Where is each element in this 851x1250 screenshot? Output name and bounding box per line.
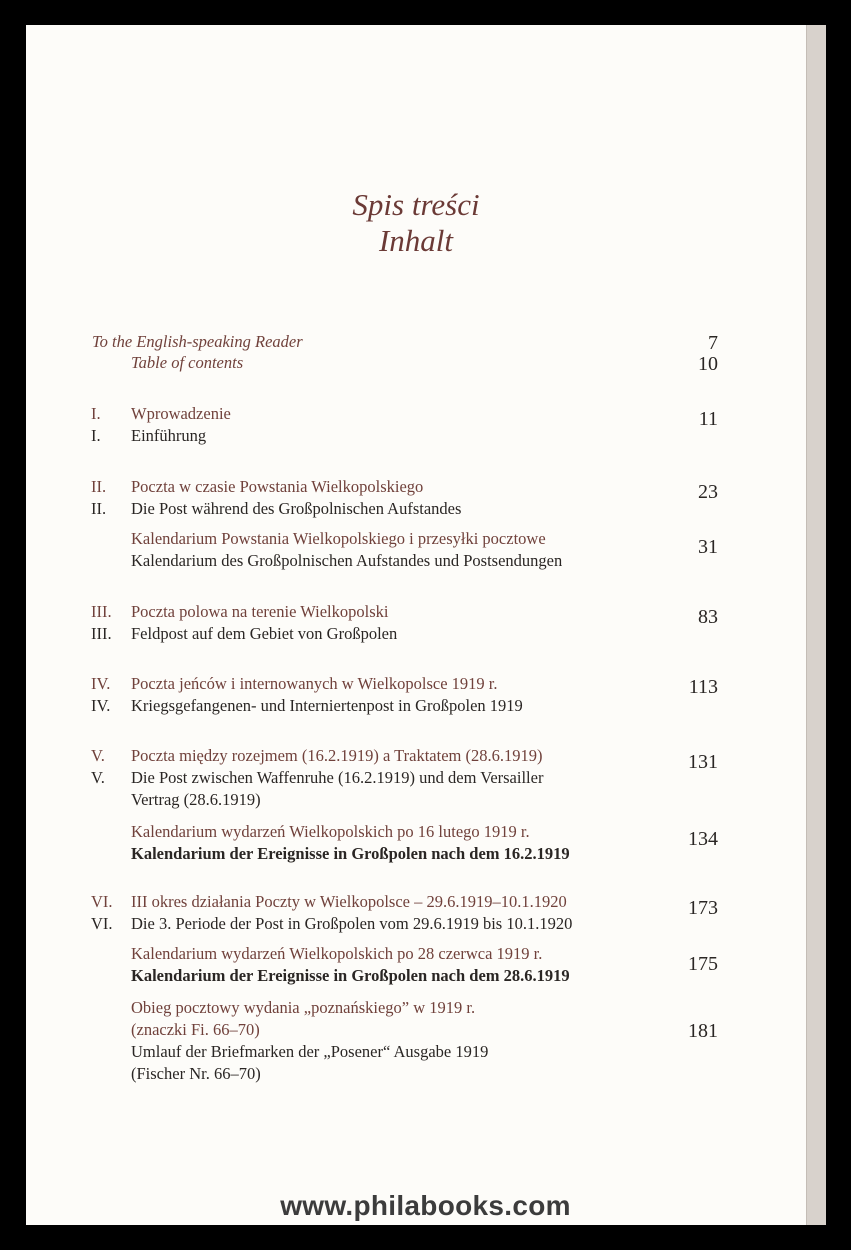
entry-text: Vertrag (28.6.1919) — [131, 790, 261, 809]
entry-text: Table of contents — [131, 353, 244, 372]
entry-text: Die Post zwischen Waffenruhe (16.2.1919) und dem Versailler — [131, 768, 544, 787]
page-number: 134 — [688, 828, 718, 850]
page-number: 7 — [708, 332, 718, 354]
entry-text: Obieg pocztowy wydania „poznańskiego” w 1919 r. — [131, 998, 476, 1017]
chapter-numeral: V. — [91, 746, 105, 765]
entry-text: Poczta między rozejmem (16.2.1919) a Traktatem (28.6.1919) — [131, 746, 543, 765]
book-page — [26, 25, 806, 1225]
entry-text: To the English-speaking Reader — [92, 332, 303, 351]
entry-text: Kalendarium wydarzeń Wielkopolskich po 16 lutego 1919 r. — [131, 822, 530, 841]
page-number: 31 — [698, 536, 718, 558]
chapter-numeral: I. — [91, 426, 101, 445]
entry-text: (Fischer Nr. 66–70) — [131, 1064, 261, 1083]
page-number: 23 — [698, 481, 718, 503]
chapter-numeral: IV. — [91, 696, 111, 715]
entry-text: Die Post während des Großpolnischen Aufstandes — [131, 499, 462, 518]
page-number: 113 — [688, 676, 718, 698]
title-polish: Spis treści — [352, 187, 480, 222]
chapter-numeral: VI. — [91, 892, 113, 911]
page-number: 175 — [688, 953, 718, 975]
entry-text: Kalendarium der Ereignisse in Großpolen nach dem 28.6.1919 — [131, 966, 570, 985]
chapter-numeral: II. — [91, 499, 107, 518]
chapter-numeral: V. — [91, 768, 105, 787]
entry-text: Feldpost auf dem Gebiet von Großpolen — [131, 624, 398, 643]
chapter-numeral: I. — [91, 404, 101, 423]
entry-text: Kalendarium Powstania Wielkopolskiego i przesyłki pocztowe — [131, 529, 546, 548]
chapter-numeral: VI. — [91, 914, 113, 933]
entry-text: Kalendarium des Großpolnischen Aufstandes und Postsendungen — [131, 551, 563, 570]
entry-text: Poczta jeńców i internowanych w Wielkopolsce 1919 r. — [131, 674, 498, 693]
page-number: 83 — [698, 606, 718, 628]
entry-text: Kalendarium der Ereignisse in Großpolen nach dem 16.2.1919 — [131, 844, 570, 863]
entry-text: (znaczki Fi. 66–70) — [131, 1020, 260, 1039]
page-number: 131 — [688, 751, 718, 773]
entry-text: III okres działania Poczty w Wielkopolsce – 29.6.1919–10.1.1920 — [131, 892, 567, 911]
entry-text: Die 3. Periode der Post in Großpolen vom 29.6.1919 bis 10.1.1920 — [131, 914, 573, 933]
chapter-numeral: III. — [91, 624, 112, 643]
page-number: 181 — [688, 1020, 718, 1042]
entry-text: Umlauf der Briefmarken der „Posener“ Ausgabe 1919 — [131, 1042, 489, 1061]
chapter-numeral: II. — [91, 477, 107, 496]
page-edge — [806, 25, 826, 1225]
entry-text: Poczta polowa na terenie Wielkopolski — [131, 602, 389, 621]
title-german: Inhalt — [378, 223, 454, 258]
page-number: 11 — [698, 408, 718, 430]
page-number: 173 — [688, 897, 718, 919]
entry-text: Poczta w czasie Powstania Wielkopolskiego — [131, 477, 424, 496]
chapter-numeral: IV. — [91, 674, 111, 693]
page-number: 10 — [698, 353, 718, 375]
entry-text: Einführung — [131, 426, 207, 445]
watermark-text: www.philabooks.com — [280, 1190, 571, 1221]
chapter-numeral: III. — [91, 602, 112, 621]
entry-text: Kalendarium wydarzeń Wielkopolskich po 28 czerwca 1919 r. — [131, 944, 543, 963]
entry-text: Wprowadzenie — [131, 404, 231, 423]
entry-text: Kriegsgefangenen- und Interniertenpost in Großpolen 1919 — [131, 696, 523, 715]
